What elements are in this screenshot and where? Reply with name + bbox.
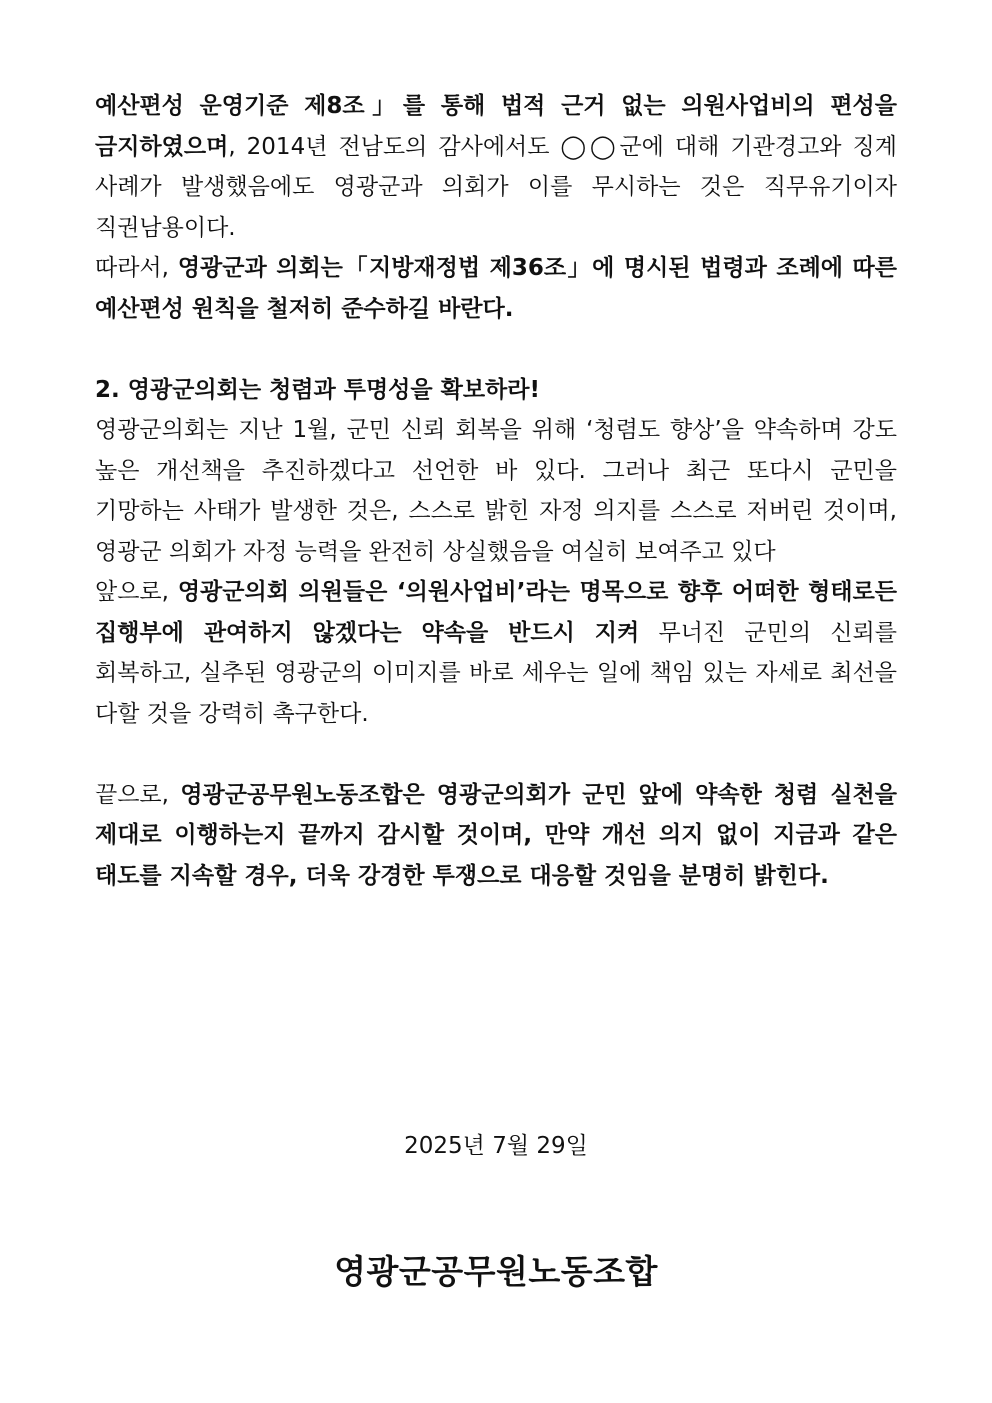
bold-text: 2. 영광군의회는 청렴과 투명성을 확보하라! xyxy=(95,376,540,403)
bold-text: 영광군공무원노동조합은 영광군의회가 군민 앞에 약속한 청렴 실천을 제대로 이행하는지 끝까지 감시할 것이며, 만약 개선 의지 없이 지금과 같은 태도를 지속할 경우, 더욱 강경한 투쟁으로 대응할 것임을 분명히 밝힌다. xyxy=(95,781,897,889)
paragraph-compliance xyxy=(95,248,897,329)
paragraph-spacer xyxy=(95,734,897,775)
plain-text: 끝으로, xyxy=(95,781,181,808)
section-heading-2 xyxy=(95,370,897,411)
union-signature: 영광군공무원노동조합 xyxy=(334,1252,658,1291)
plain-text: 앞으로, xyxy=(95,579,178,605)
paragraph-demand xyxy=(95,572,897,734)
plain-text: 무너진 군민의 신뢰를 회복하고, 실추된 영광군의 이미지를 바로 세우는 일에 책임 있는 자세로 최선을 다할 것을 강력히 촉구한다. xyxy=(95,619,897,727)
bold-text: 예산편성 운영기준 제8조」를 통해 법적 근거 없는 의원사업비의 편성을 금지하였으며 xyxy=(95,93,897,160)
document-date: 2025년 7월 29일 xyxy=(404,1133,588,1159)
paragraph-conclusion xyxy=(95,775,897,897)
document-body xyxy=(95,86,897,896)
paragraph-integrity xyxy=(95,410,897,572)
paragraph-budget-ban xyxy=(95,86,897,248)
bold-text: 영광군과 의회는「지방재정법 제36조」에 명시된 법령과 조례에 따른 예산편성 원칙을 철저히 준수하길 바란다. xyxy=(95,255,897,322)
plain-text: , 2014년 전남도의 감사에서도 ◯◯군에 대해 기관경고와 징계 사례가 발생했음에도 영광군과 의회가 이를 무시하는 것은 직무유기이자 직권남용이다. xyxy=(95,133,897,241)
plain-text: 영광군의회는 지난 1월, 군민 신뢰 회복을 위해 ‘청렴도 향상’을 약속하며 강도 높은 개선책을 추진하겠다고 선언한 바 있다. 그러나 최근 또다시 군민을 기망하는 사태가 발생한 것은, 스스로 밝힌 자정 의지를 스스로 저버린 것이며, 영광군 의회가 자정 능력을 완전히 상실했음을 여실히 보여주고 있다 xyxy=(95,417,897,565)
paragraph-spacer xyxy=(95,329,897,370)
bold-text: 영광군의회 의원들은 ‘의원사업비’라는 명목으로 향후 어떠한 형태로든 집행부에 관여하지 않겠다는 약속을 반드시 지켜 xyxy=(95,579,898,646)
plain-text: 따라서, xyxy=(95,255,178,281)
